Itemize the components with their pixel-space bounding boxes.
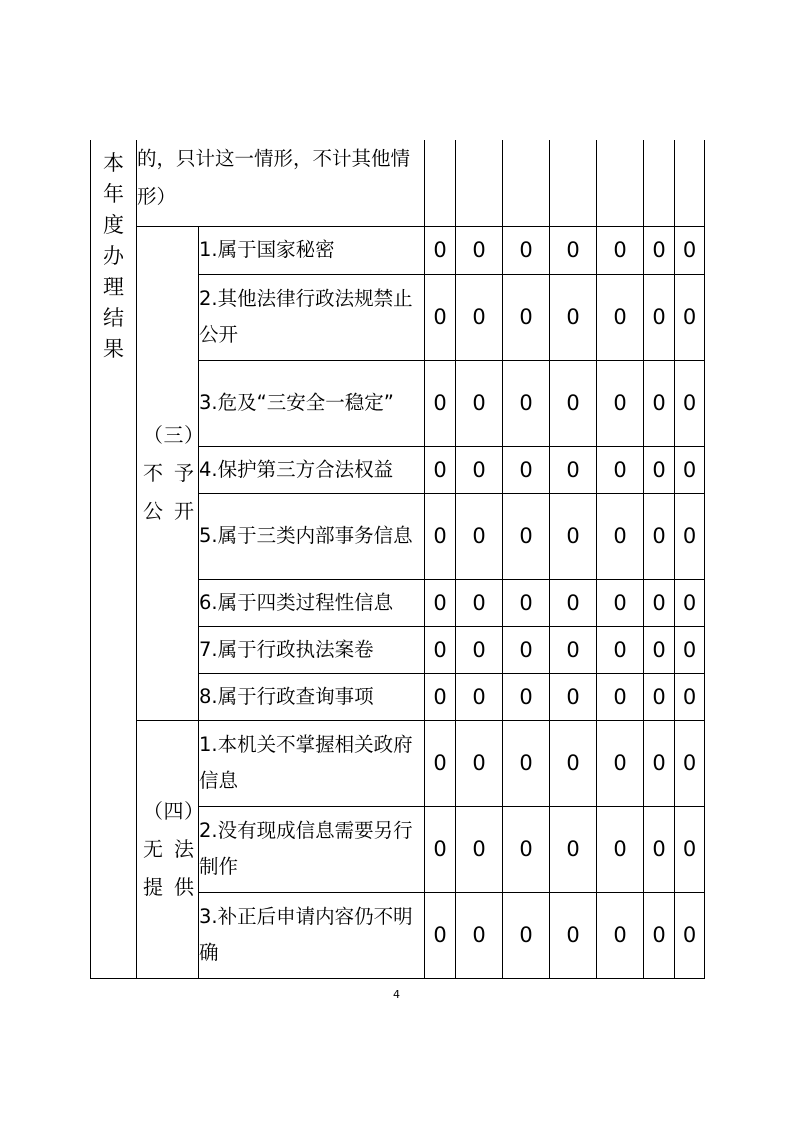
value-cell: 0 — [425, 360, 456, 446]
value-cell: 0 — [425, 579, 456, 626]
value-cell: 0 — [644, 226, 675, 274]
value-cell: 0 — [644, 673, 675, 720]
value-cell: 0 — [644, 446, 675, 493]
main-category-cell — [91, 140, 137, 978]
value-cell: 0 — [425, 226, 456, 274]
row-label: 3.危及“三安全一稳定” — [199, 360, 425, 446]
value-cell: 0 — [675, 626, 705, 673]
value-cell: 0 — [675, 360, 705, 446]
main-category-char: 办 — [103, 244, 124, 268]
empty-cell — [644, 140, 675, 226]
main-category-char: 理 — [103, 275, 124, 299]
row-label: 2.没有现成信息需要另行制作 — [199, 806, 425, 892]
empty-cell — [425, 140, 456, 226]
value-cell: 0 — [425, 274, 456, 360]
group-label: （四）无法提供 — [143, 799, 194, 899]
value-cell: 0 — [550, 274, 597, 360]
value-cell: 0 — [597, 226, 644, 274]
empty-cell — [597, 140, 644, 226]
empty-cell — [675, 140, 705, 226]
empty-cell — [503, 140, 550, 226]
value-cell: 0 — [644, 274, 675, 360]
value-cell: 0 — [597, 806, 644, 892]
value-cell: 0 — [597, 579, 644, 626]
value-cell: 0 — [597, 274, 644, 360]
main-category-char: 年 — [103, 182, 124, 206]
value-cell: 0 — [425, 446, 456, 493]
main-category-char: 本 — [103, 151, 124, 175]
value-cell: 0 — [456, 626, 503, 673]
row-label: 1.属于国家秘密 — [199, 226, 425, 274]
value-cell: 0 — [675, 892, 705, 978]
value-cell: 0 — [550, 626, 597, 673]
value-cell: 0 — [597, 493, 644, 579]
value-cell: 0 — [550, 360, 597, 446]
value-cell: 0 — [425, 493, 456, 579]
value-cell: 0 — [597, 360, 644, 446]
value-cell: 0 — [456, 274, 503, 360]
row-label: 6.属于四类过程性信息 — [199, 579, 425, 626]
value-cell: 0 — [425, 673, 456, 720]
value-cell: 0 — [503, 720, 550, 806]
value-cell: 0 — [597, 446, 644, 493]
value-cell: 0 — [550, 226, 597, 274]
value-cell: 0 — [503, 626, 550, 673]
value-cell: 0 — [425, 720, 456, 806]
value-cell: 0 — [503, 446, 550, 493]
value-cell: 0 — [550, 892, 597, 978]
value-cell: 0 — [425, 806, 456, 892]
value-cell: 0 — [456, 446, 503, 493]
value-cell: 0 — [425, 892, 456, 978]
value-cell: 0 — [456, 892, 503, 978]
row-label: 3.补正后申请内容仍不明确 — [199, 892, 425, 978]
value-cell: 0 — [503, 806, 550, 892]
value-cell: 0 — [503, 226, 550, 274]
value-cell: 0 — [550, 673, 597, 720]
row-label: 7.属于行政执法案卷 — [199, 626, 425, 673]
value-cell: 0 — [425, 626, 456, 673]
value-cell: 0 — [644, 892, 675, 978]
empty-cell — [456, 140, 503, 226]
value-cell: 0 — [644, 626, 675, 673]
value-cell: 0 — [675, 493, 705, 579]
value-cell: 0 — [597, 673, 644, 720]
value-cell: 0 — [456, 360, 503, 446]
group-label-cell — [137, 720, 199, 978]
row-label: 8.属于行政查询事项 — [199, 673, 425, 720]
value-cell: 0 — [456, 493, 503, 579]
value-cell: 0 — [644, 720, 675, 806]
group-label: （三）不予公开 — [143, 423, 194, 523]
value-cell: 0 — [456, 720, 503, 806]
table-row — [91, 226, 705, 274]
continued-text-cell: 的，只计这一情形，不计其他情形） — [137, 140, 425, 226]
value-cell: 0 — [503, 274, 550, 360]
value-cell: 0 — [503, 673, 550, 720]
row-label: 2.其他法律行政法规禁止公开 — [199, 274, 425, 360]
value-cell: 0 — [675, 579, 705, 626]
disclosure-table — [90, 140, 705, 979]
main-category-char: 结 — [103, 306, 124, 330]
row-label: 4.保护第三方合法权益 — [199, 446, 425, 493]
value-cell: 0 — [675, 720, 705, 806]
value-cell: 0 — [644, 493, 675, 579]
value-cell: 0 — [675, 446, 705, 493]
value-cell: 0 — [597, 626, 644, 673]
value-cell: 0 — [644, 579, 675, 626]
value-cell: 0 — [597, 892, 644, 978]
value-cell: 0 — [550, 493, 597, 579]
value-cell: 0 — [456, 673, 503, 720]
value-cell: 0 — [550, 720, 597, 806]
value-cell: 0 — [550, 806, 597, 892]
empty-cell — [550, 140, 597, 226]
value-cell: 0 — [644, 360, 675, 446]
value-cell: 0 — [503, 892, 550, 978]
group-label-cell — [137, 226, 199, 720]
value-cell: 0 — [550, 446, 597, 493]
main-category-char: 果 — [103, 337, 124, 361]
value-cell: 0 — [503, 579, 550, 626]
row-label: 1.本机关不掌握相关政府信息 — [199, 720, 425, 806]
value-cell: 0 — [644, 806, 675, 892]
value-cell: 0 — [503, 360, 550, 446]
row-label: 5.属于三类内部事务信息 — [199, 493, 425, 579]
value-cell: 0 — [675, 806, 705, 892]
value-cell: 0 — [675, 274, 705, 360]
value-cell: 0 — [550, 579, 597, 626]
value-cell: 0 — [456, 806, 503, 892]
value-cell: 0 — [675, 226, 705, 274]
value-cell: 0 — [675, 673, 705, 720]
main-category-char: 度 — [103, 213, 124, 237]
table-row-continued — [91, 140, 705, 226]
value-cell: 0 — [456, 226, 503, 274]
table-row — [91, 720, 705, 806]
page-number: 4 — [393, 988, 400, 1001]
value-cell: 0 — [456, 579, 503, 626]
value-cell: 0 — [503, 493, 550, 579]
value-cell: 0 — [597, 720, 644, 806]
